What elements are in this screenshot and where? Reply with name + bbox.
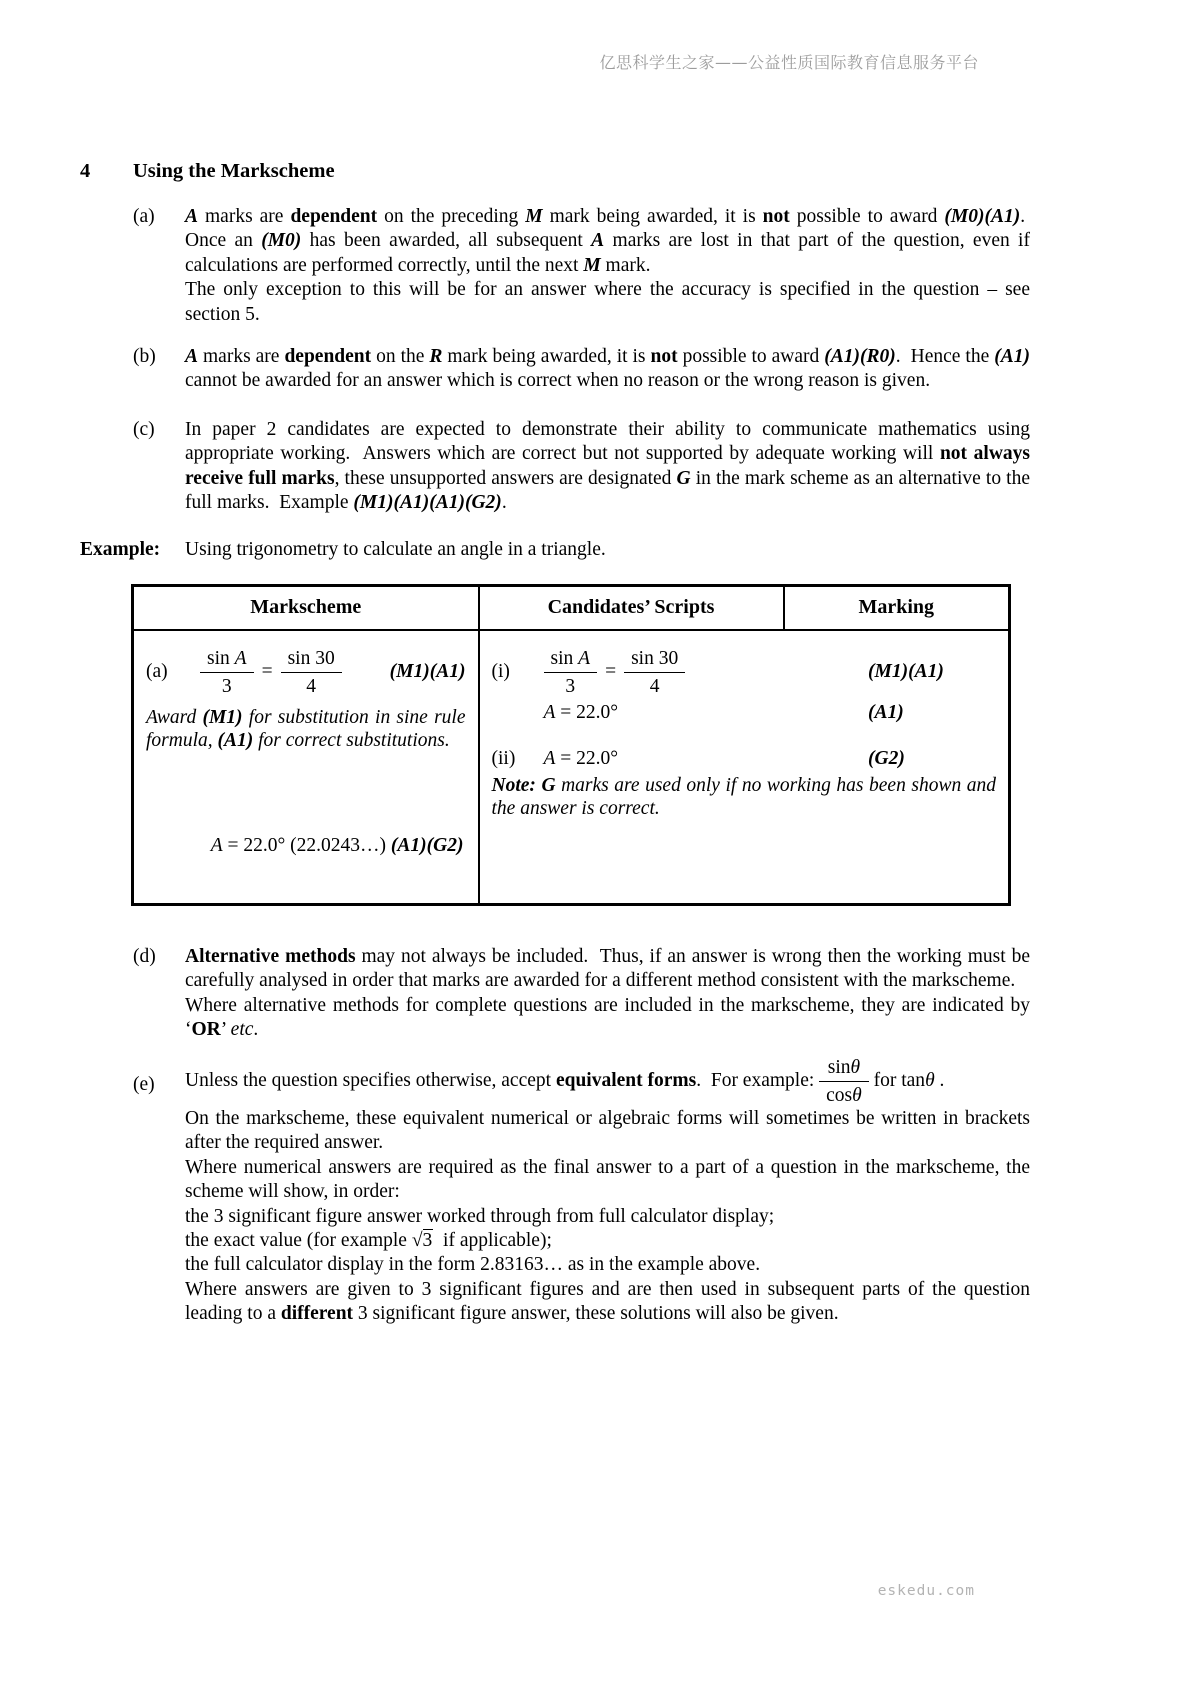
- section-number: 4: [80, 160, 91, 182]
- paragraph-e: [133, 1056, 1030, 1326]
- paragraph-d-text: Alternative methods may not always be included. Thus, if an answer is wrong then the working must be carefully analysed in order that marks are awarded for a different method consistent with the markscheme. Where alternative methods for complete questions are included in the markscheme, they are indicated by ‘OR’ etc.: [185, 946, 1030, 1041]
- markscheme-item-label: (a): [146, 661, 168, 683]
- table-body-row: [133, 630, 1010, 905]
- fraction-sin30-4: $\frac{\sin 30}{4}$: [624, 647, 685, 698]
- paragraph-a-text: A marks are dependent on the preceding M mark being awarded, it is not possible to award (M0)(A1). Once an (M0) has been awarded, all subsequent A marks are lost in that part of the question, even if calculations are performed correctly, until the next M mark. The only exception to this will be for an answer where the accuracy is specified in the question – see section 5.: [185, 206, 1030, 325]
- header-watermark: 亿思科学生之家——公益性质国际教育信息服务平台: [599, 53, 979, 72]
- footer-watermark: eskedu.com: [877, 1583, 975, 1599]
- scripts-note: Note: G marks are used only if no working has been shown and the answer is correct.: [491, 774, 997, 820]
- section-title-text: Using the Markscheme: [133, 160, 335, 182]
- paragraph-a: [133, 205, 1030, 327]
- example-text: Using trigonometry to calculate an angle in a triangle.: [185, 539, 606, 560]
- paragraph-e-text: Unless the question specifies otherwise, accept equivalent forms. For example: $\frac{\sin\theta}{\cos\theta}$ for tanθ . On the markscheme, these equivalent numerical or algebraic forms will sometimes be written in brackets after the required answer. Where numerical answers are required as the final answer to a part of a question in the markscheme, the scheme will show, in order: the 3 significant figure answer worked through from full calculator display; the exact value (for example √3 if applicable); the full calculator display in the form 2.83163… as in the example above. Where answers are given to 3 significant figures and are then used in subsequent parts of the question leading to a different 3 significant figure answer, these solutions will also be given.: [185, 1057, 1030, 1325]
- equals-sign: =: [605, 661, 617, 683]
- example-line: [80, 538, 1030, 562]
- markscheme-equation-row: [146, 647, 466, 698]
- markscheme-answer: A = 22.0° (22.0243…) (A1)(G2): [210, 835, 464, 857]
- markscheme-mark: (M1)(A1): [389, 661, 466, 683]
- equals-sign: =: [261, 661, 273, 683]
- script-ii-label: (ii): [491, 747, 516, 769]
- column-header-candidates-scripts: Candidates’ Scripts: [479, 586, 784, 630]
- paragraph-c: [133, 418, 1030, 516]
- script-line-i-result: [492, 702, 997, 724]
- script-i-label: (i): [491, 661, 510, 683]
- paragraph-d-label: (d): [133, 946, 156, 967]
- script-i-result: A = 22.0°: [543, 701, 619, 723]
- marking-ii-mark: (G2): [868, 747, 905, 769]
- paragraph-a-label: (a): [133, 206, 155, 227]
- script-line-i: [492, 647, 997, 698]
- marking-i-result-mark: (A1): [868, 701, 904, 723]
- fraction-sin30-4: $\frac{\sin 30}{4}$: [281, 647, 342, 698]
- example-label: Example:: [80, 539, 161, 560]
- fraction-sinA-3: $\frac{\text{sin A}}{3}$: [544, 647, 598, 698]
- paragraph-b-label: (b): [133, 346, 156, 367]
- paragraph-c-text: In paper 2 candidates are expected to demonstrate their ability to communicate mathematics using appropriate working. Answers which are correct but not supported by adequate working will not always receive full marks, these unsupported answers are designated G in the mark scheme as an alternative to the full marks. Example (M1)(A1)(A1)(G2).: [185, 419, 1030, 514]
- paragraph-c-label: (c): [133, 419, 155, 440]
- paragraph-b: [133, 345, 1030, 394]
- script-i-equation: [544, 647, 869, 698]
- sine-rule-equation: [200, 647, 342, 698]
- script-ii-result: A = 22.0°: [543, 747, 619, 769]
- column-header-marking: Marking: [784, 586, 1010, 630]
- script-line-ii: [492, 748, 997, 770]
- example-table: [131, 584, 1011, 906]
- section-title: [80, 160, 335, 183]
- paragraph-b-text: A marks are dependent on the R mark being awarded, it is not possible to award (A1)(R0). Hence the (A1) cannot be awarded for an answer which is correct when no reason or the wrong reason is given.: [185, 346, 1030, 392]
- column-header-markscheme: Markscheme: [133, 586, 479, 630]
- paragraph-d: [133, 945, 1030, 1043]
- paragraph-e-label: (e): [133, 1074, 155, 1095]
- table-header-row: [133, 586, 1010, 630]
- candidates-scripts-cell: [479, 630, 1010, 905]
- fraction-sinA-3: $\frac{\text{sin A}}{3}$: [200, 647, 254, 698]
- marking-i-mark: (M1)(A1): [868, 661, 944, 683]
- markscheme-cell: [133, 630, 479, 905]
- markscheme-note: Award (M1) for substitution in sine rule formula, (A1) for correct substitutions.: [146, 706, 466, 752]
